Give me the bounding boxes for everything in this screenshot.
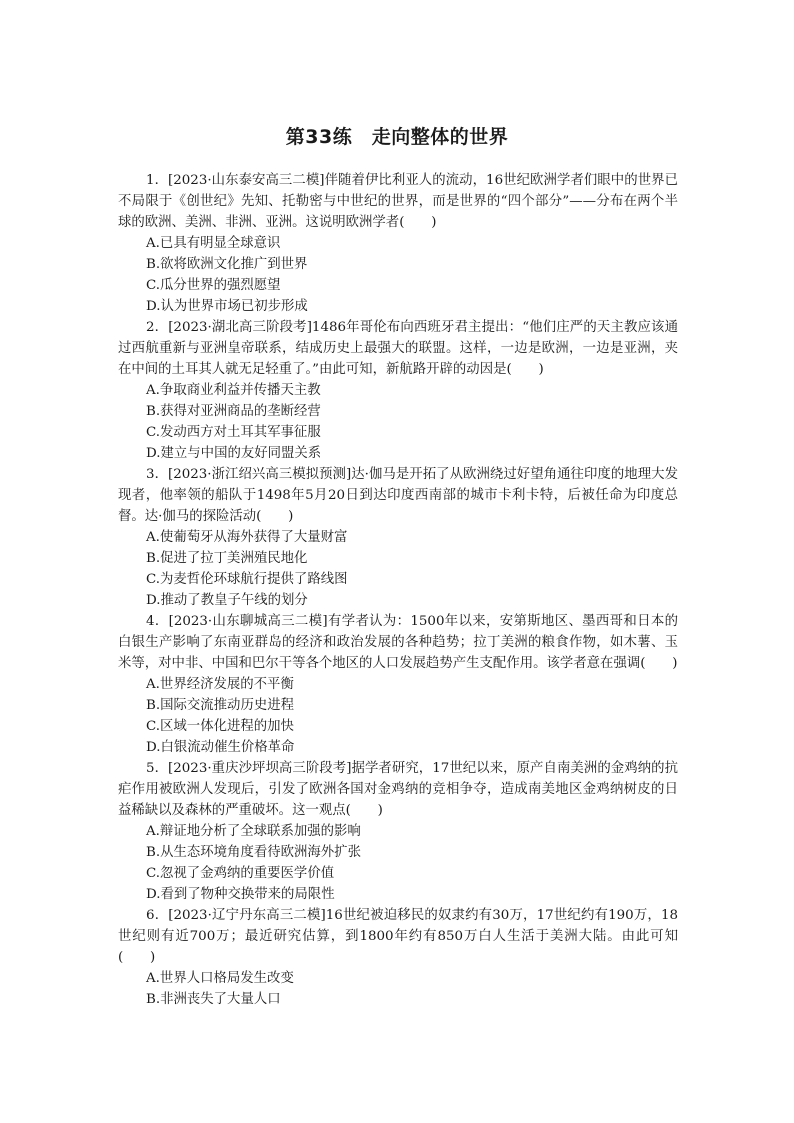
option-d: D.认为世界市场已初步形成 [146,299,308,314]
option-a: A.世界人口格局发生改变 [146,971,294,986]
option-a: A.使葡萄牙从海外获得了大量财富 [146,530,348,545]
option-b: B.获得对亚洲商品的垄断经营 [146,404,321,419]
question-3 [118,464,678,611]
option-d: D.看到了物种交换带来的局限性 [146,887,335,902]
option-b: B.从生态环境角度看待欧洲海外扩张 [146,845,361,860]
option-c: C.区域一体化进程的加快 [146,719,294,734]
option-d: D.白银流动催生价格革命 [146,740,295,755]
question-stem: 6．[2023·辽宁丹东高三二模]16世纪被迫移民的奴隶约有30万，17世纪约有190万，18世纪则有近700万；最近研究估算，到1800年约有850万白人生活于美洲大陆。由此可知( ) [118,908,678,965]
question-1 [118,170,678,317]
option-c: C.瓜分世界的强烈愿望 [146,278,281,293]
question-stem: 3．[2023·浙江绍兴高三模拟预测]达·伽马是开拓了从欧洲绕过好望角通往印度的地理大发现者，他率领的船队于1498年5月20日到达印度西南部的城市卡利卡特，后被任命为印度总督。达·伽马的探险活动( ) [118,467,678,524]
question-stem: 4．[2023·山东聊城高三二模]有学者认为：1500年以来，安第斯地区、墨西哥和日本的白银生产影响了东南亚群岛的经济和政治发展的各种趋势；拉丁美洲的粮食作物，如木薯、玉米等，对中非、中国和巴尔干等各个地区的人口发展趋势产生支配作用。该学者意在强调( ) [118,614,678,671]
option-a: A.已具有明显全球意识 [146,236,281,251]
page-title: 第33练 走向整体的世界 [285,126,509,148]
option-a: A.争取商业利益并传播天主教 [146,383,321,398]
option-b: B.国际交流推动历史进程 [146,698,295,713]
question-6 [118,905,678,1010]
question-stem: 5．[2023·重庆沙坪坝高三阶段考]据学者研究，17世纪以来，原产自南美洲的金鸡纳的抗疟作用被欧洲人发现后，引发了欧洲各国对金鸡纳的竞相争夺，造成南美地区金鸡纳树皮的日益稀缺以及森林的严重破坏。这一观点( ) [118,761,678,818]
question-stem: 1．[2023·山东泰安高三二模]伴随着伊比利亚人的流动，16世纪欧洲学者们眼中的世界已不局限于《创世纪》先知、托勒密与中世纪的世界，而是世界的“四个部分”——分布在两个半球的欧洲、美洲、非洲、亚洲。这说明欧洲学者( ) [118,173,678,230]
question-stem: 2．[2023·湖北高三阶段考]1486年哥伦布向西班牙君主提出：“他们庄严的天主教应该通过西航重新与亚洲皇帝联系，结成历史上最强大的联盟。这样，一边是欧洲，一边是亚洲，夹在中间的土耳其人就无足轻重了。”由此可知，新航路开辟的动因是( ) [118,320,678,377]
option-d: D.推动了教皇子午线的划分 [146,593,308,608]
question-4 [118,611,678,758]
question-2 [118,317,678,464]
option-c: C.为麦哲伦环球航行提供了路线图 [146,572,348,587]
option-a: A.世界经济发展的不平衡 [146,677,294,692]
option-c: C.发动西方对土耳其军事征服 [146,425,321,440]
option-b: B.非洲丧失了大量人口 [146,992,281,1007]
option-c: C.忽视了金鸡纳的重要医学价值 [146,866,335,881]
option-a: A.辩证地分析了全球联系加强的影响 [146,824,361,839]
option-d: D.建立与中国的友好同盟关系 [146,446,322,461]
question-list [118,170,678,1010]
option-b: B.欲将欧洲文化推广到世界 [146,257,308,272]
option-b: B.促进了拉丁美洲殖民地化 [146,551,308,566]
question-5 [118,758,678,905]
